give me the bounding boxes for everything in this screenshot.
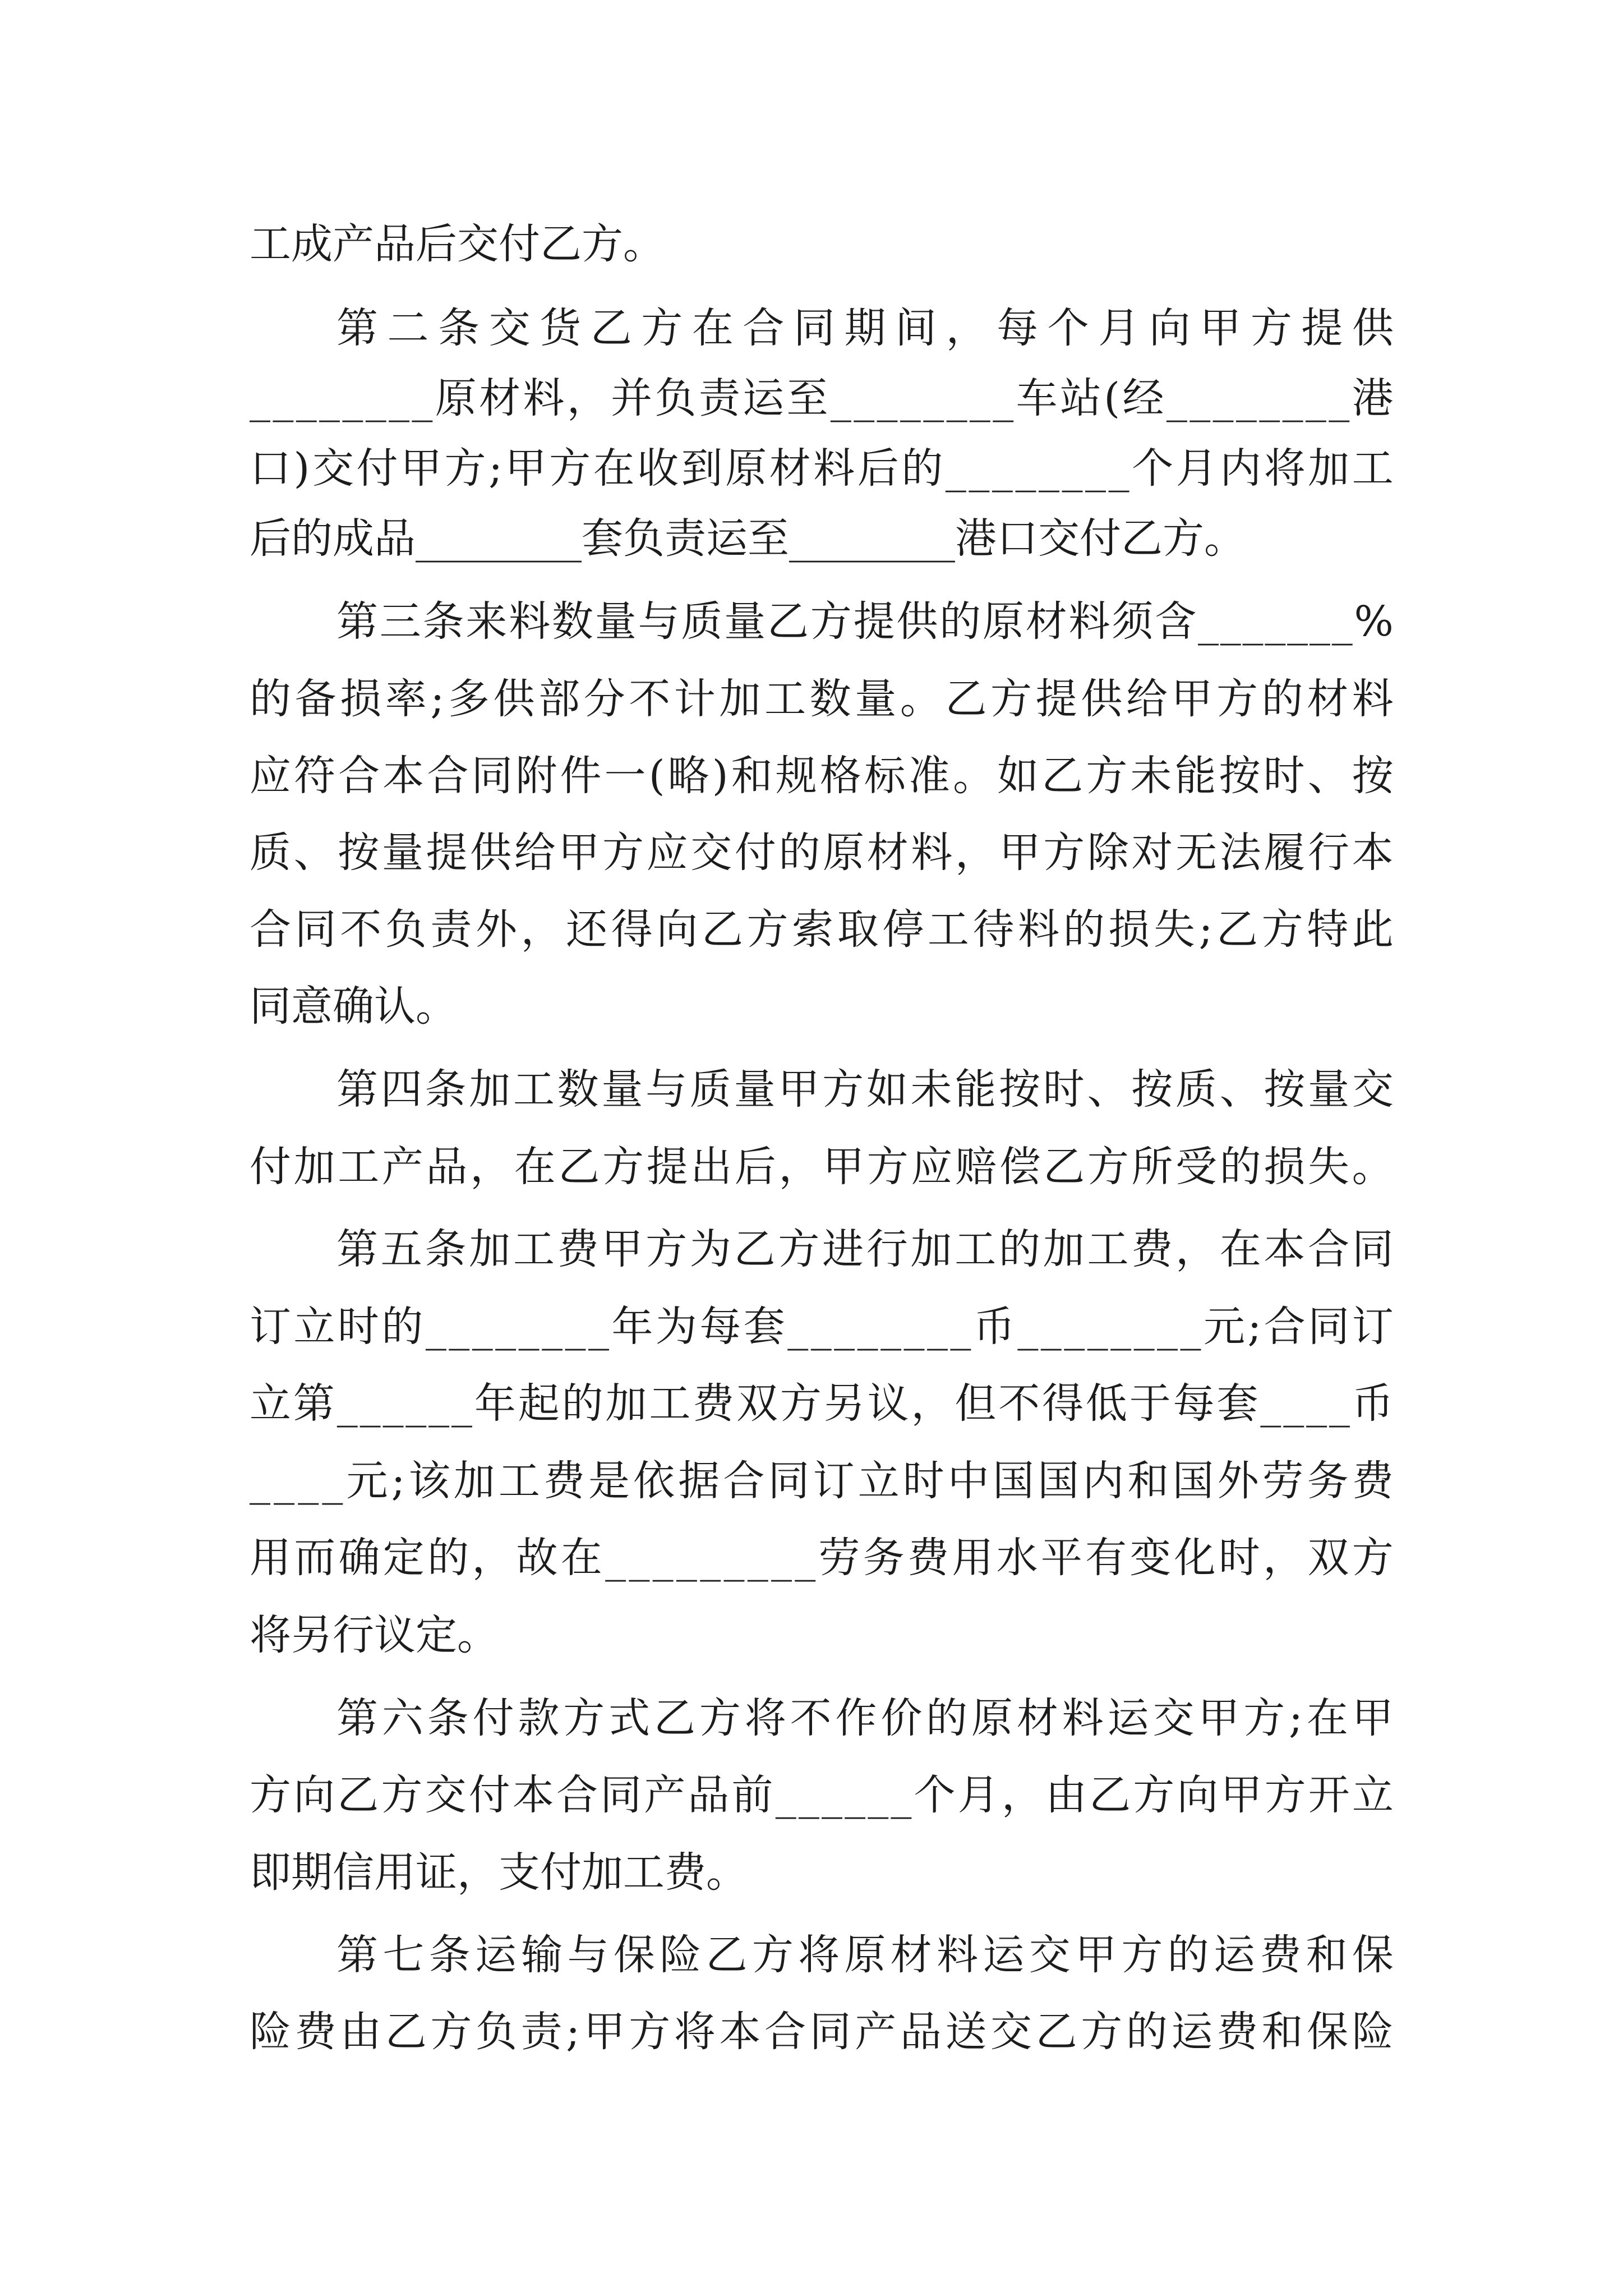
text-line-16: 立 第 _ _ _ _ _ _ 年 起 的 加 工 费 双 方 另 议 ， 但 不 得 低 于 每 套 _ _ _ _ 币 (250, 1379, 1394, 1428)
text-line-17: _ _ _ _ 元 ; 该 加 工 费 是 依 据 合 同 订 立 时 中 国 国 内 和 国 外 劳 务 费 (250, 1457, 1394, 1505)
text-line-21: 方 向 乙 方 交 付 本 合 同 产 品 前 _ _ _ _ _ _ 个 月 ， 由 乙 方 向 甲 方 开 立 (250, 1771, 1394, 1819)
text-line-6: 第 三 条 来 料 数 量 与 质 量 乙 方 提 供 的 原 材 料 须 含 _ _ _ _ _ _ _ % (336, 597, 1394, 646)
text-line-15: 订 立 时 的 _ _ _ _ _ _ _ _ 年 为 每 套 _ _ _ _ _ _ _ _ 币 _ _ _ _ _ _ _ _ 元 ; 合 同 订 (250, 1303, 1394, 1351)
text-line-22: 即期信用证，支付加工费。 (250, 1848, 748, 1897)
text-line-24: 险 费 由 乙 方 负 责 ; 甲 方 将 本 合 同 产 品 送 交 乙 方 的 运 费 和 保 险 (250, 2008, 1394, 2056)
text-line-10: 合 同 不 负 责 外 ， 还 得 向 乙 方 索 取 停 工 待 料 的 损 失 ; 乙 方 特 此 (250, 905, 1394, 954)
text-line-18: 用 而 确 定 的 ， 故 在 _ _ _ _ _ _ _ _ _ 劳 务 费 用 水 平 有 变 化 时 ， 双 方 (250, 1534, 1394, 1582)
text-line-1: 工成产品后交付乙方。 (250, 220, 665, 268)
text-line-2: 第 二 条 交 货 乙 方 在 合 同 期 间 ， 每 个 月 向 甲 方 提 供 (336, 304, 1394, 352)
text-line-9: 质 、 按 量 提 供 给 甲 方 应 交 付 的 原 材 料 ， 甲 方 除 对 无 法 履 行 本 (250, 829, 1394, 877)
text-line-14: 第 五 条 加 工 费 甲 方 为 乙 方 进 行 加 工 的 加 工 费 ， 在 本 合 同 (336, 1225, 1394, 1273)
text-line-13: 付 加 工 产 品 ， 在 乙 方 提 出 后 ， 甲 方 应 赔 偿 乙 方 所 受 的 损 失 。 (250, 1143, 1394, 1191)
text-line-19: 将另行议定。 (250, 1611, 499, 1659)
text-line-23: 第 七 条 运 输 与 保 险 乙 方 将 原 材 料 运 交 甲 方 的 运 费 和 保 (336, 1931, 1394, 1979)
text-line-7: 的 备 损 率 ; 多 供 部 分 不 计 加 工 数 量 。 乙 方 提 供 给 甲 方 的 材 料 (250, 675, 1394, 723)
text-line-11: 同意确认。 (250, 982, 457, 1030)
text-line-4: 口 ) 交 付 甲 方 ; 甲 方 在 收 到 原 材 料 后 的 _ _ _ _ _ _ _ _ 个 月 内 将 加 工 (250, 444, 1394, 493)
text-line-12: 第 四 条 加 工 数 量 与 质 量 甲 方 如 未 能 按 时 、 按 质 、 按 量 交 (336, 1065, 1394, 1114)
text-line-5: 后的成品________套负责运至________港口交付乙方。 (250, 514, 1246, 563)
text-line-8: 应 符 合 本 合 同 附 件 一 ( 略 ) 和 规 格 标 准 。 如 乙 方 未 能 按 时 、 按 (250, 752, 1394, 800)
text-line-3: _ _ _ _ _ _ _ _ 原 材 料 ， 并 负 责 运 至 _ _ _ _ _ _ _ _ 车 站 ( 经 _ _ _ _ _ _ _ _ 港 (250, 374, 1394, 422)
text-line-20: 第 六 条 付 款 方 式 乙 方 将 不 作 价 的 原 材 料 运 交 甲 方 ; 在 甲 (336, 1694, 1394, 1742)
